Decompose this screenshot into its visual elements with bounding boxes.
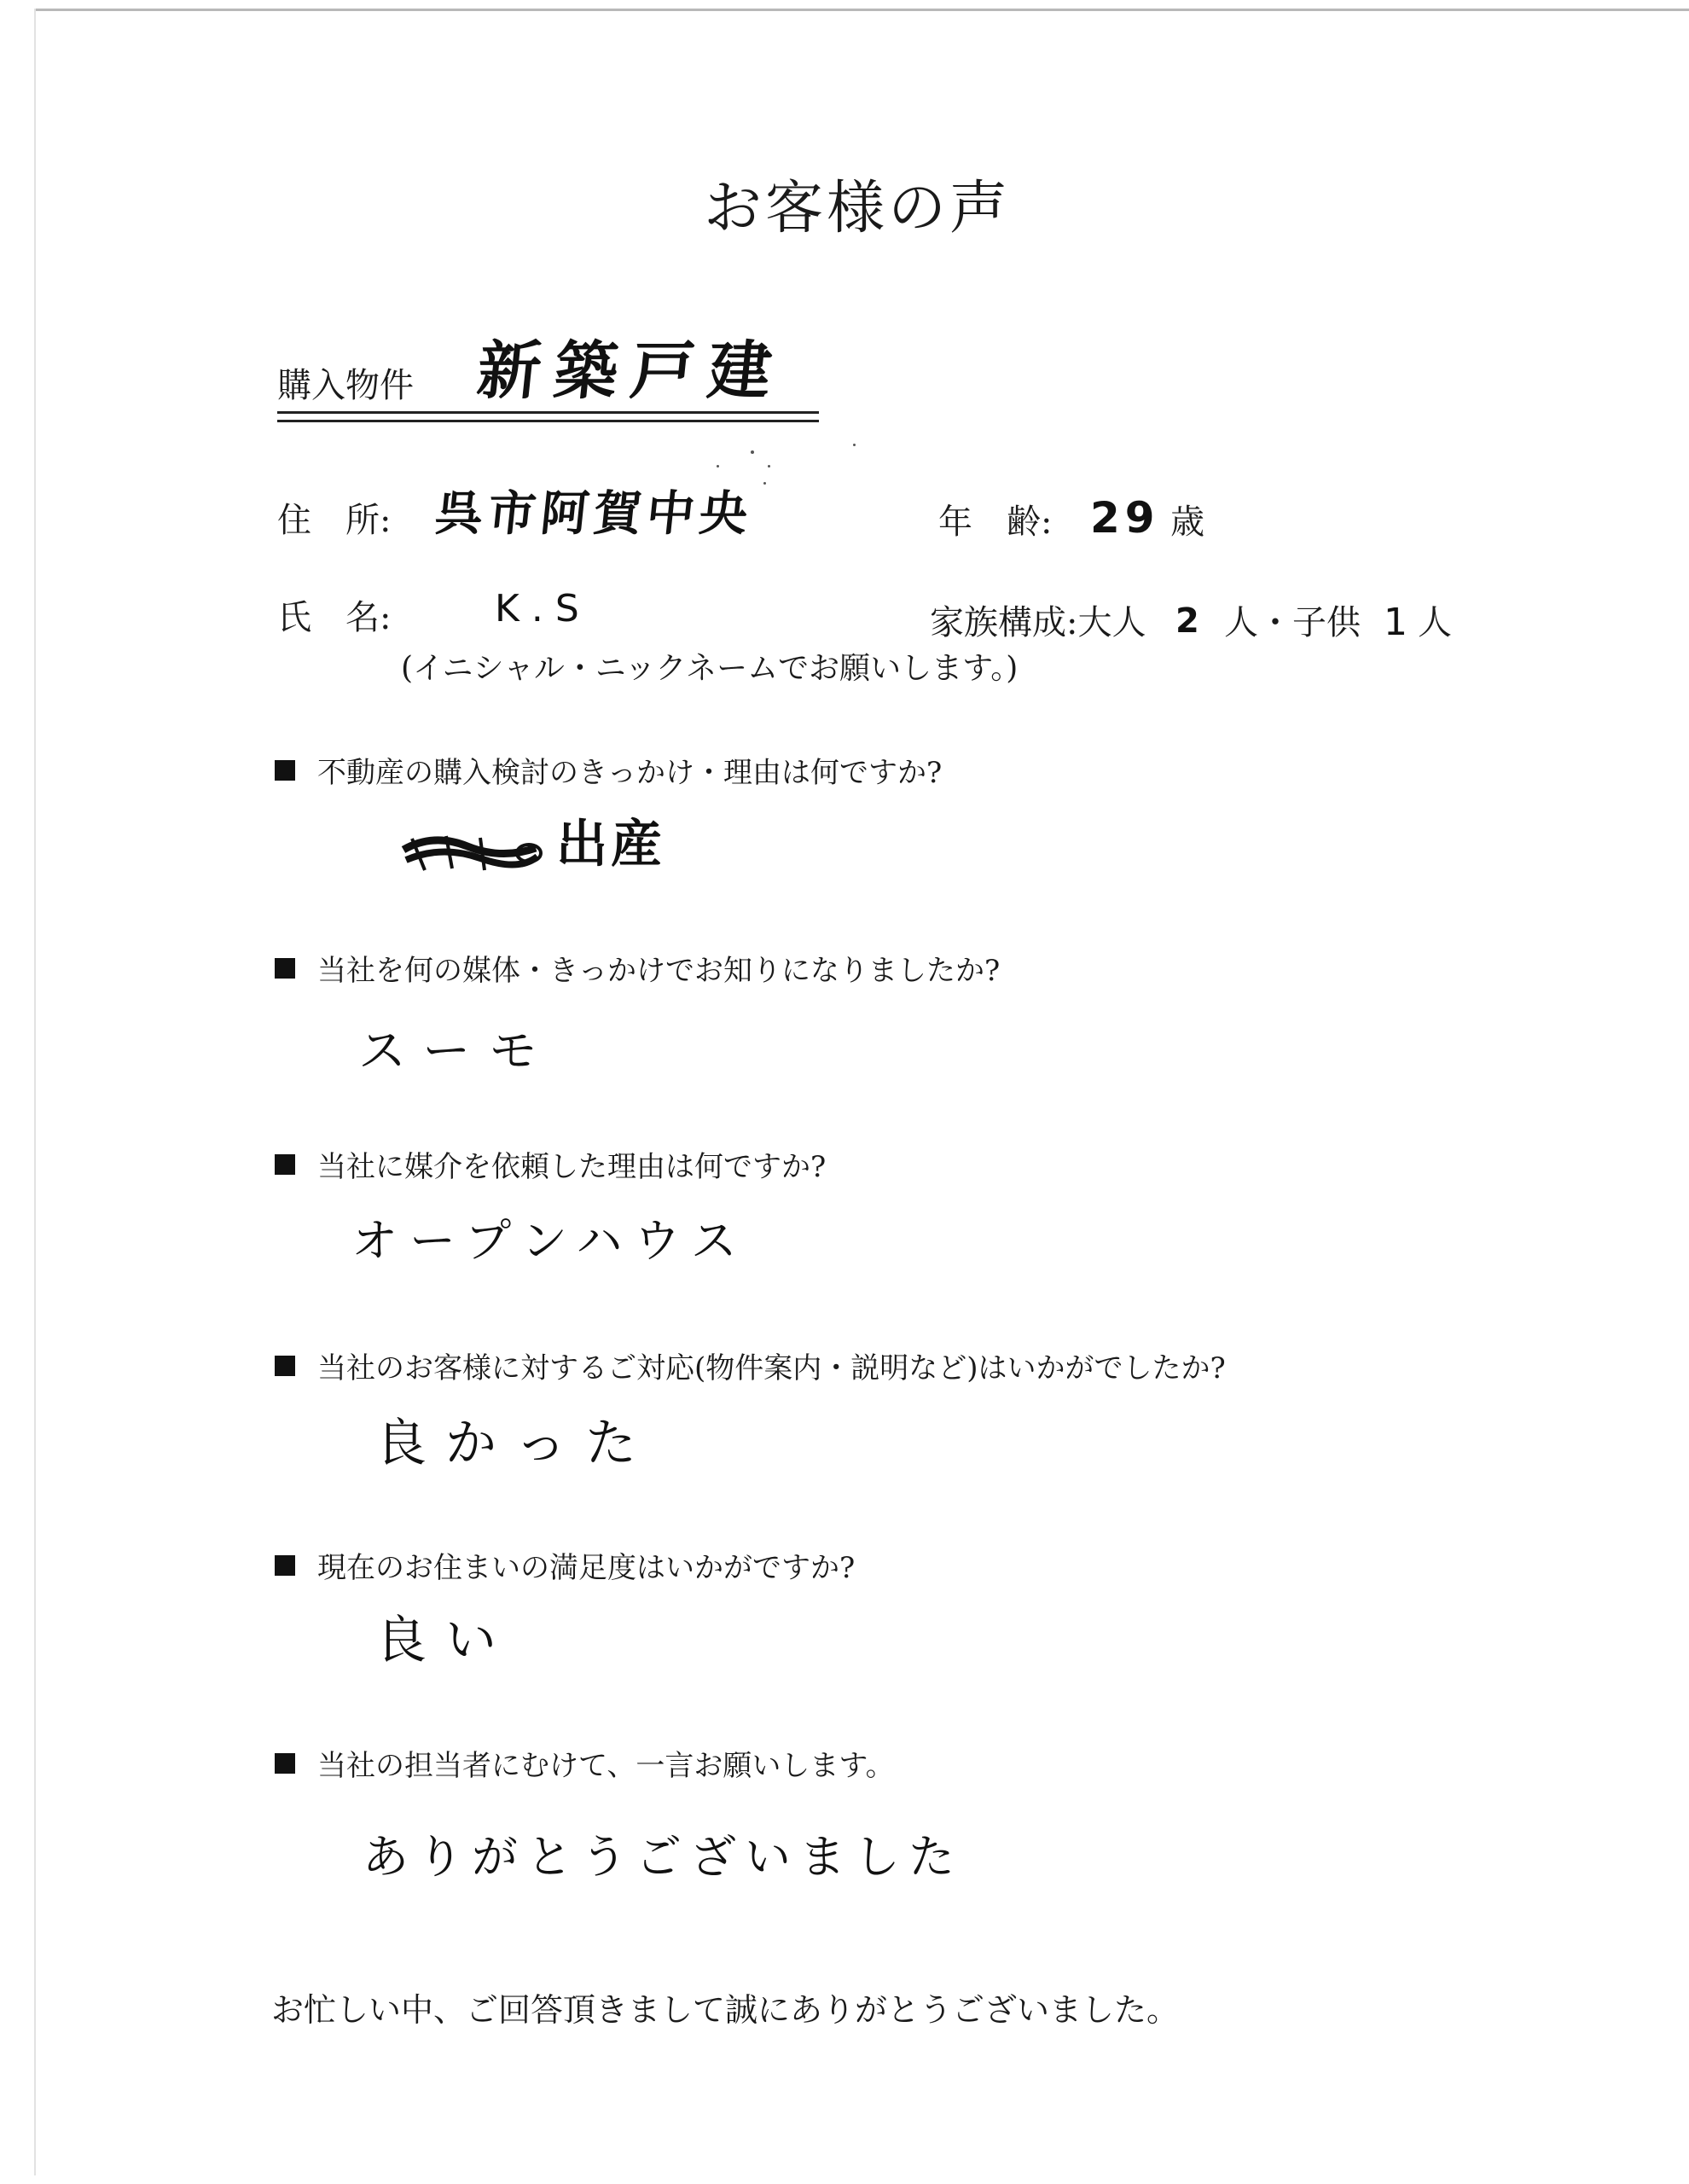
- age-label: 年 齢:: [938, 502, 1053, 542]
- closing-message: お忙しい中、ご回答頂きまして誠にありがとうございました。: [271, 1991, 1180, 2029]
- question-2: [275, 947, 1000, 989]
- answer-3: オープンハウス: [351, 1214, 749, 1268]
- answer-6: ありがとうございました: [363, 1830, 963, 1884]
- crossed-out-scribble: [399, 826, 544, 877]
- page-top-edge: [34, 9, 1689, 11]
- bullet-square-icon: [275, 1154, 295, 1175]
- question-6: [275, 1742, 895, 1784]
- answer-1: 出産: [556, 815, 665, 874]
- address-value: 呉市阿賀中央: [432, 486, 756, 542]
- family-children-value: 1: [1384, 601, 1408, 644]
- question-4: [275, 1345, 1226, 1386]
- family-label: 家族構成:大人: [930, 603, 1146, 642]
- family-unit: 人: [1418, 603, 1452, 642]
- family-children-label: 人・子供: [1224, 603, 1361, 642]
- age-value: 29: [1090, 493, 1160, 543]
- question-1-text: 不動産の購入検討のきっかけ・理由は何ですか?: [317, 756, 943, 790]
- page-left-edge: [34, 9, 36, 2175]
- family-adults-value: 2: [1175, 601, 1199, 641]
- answer-4: 良かった: [375, 1414, 655, 1473]
- page-title: お客様の声: [703, 175, 1011, 242]
- name-label: 氏 名:: [277, 598, 392, 637]
- bullet-square-icon: [275, 1555, 295, 1576]
- answer-2: スーモ: [358, 1024, 556, 1079]
- property-underline-bottom: [277, 420, 819, 422]
- answer-5: 良い: [375, 1611, 515, 1670]
- name-value: K.S: [495, 587, 591, 630]
- property-value: 新築戸建: [473, 334, 789, 408]
- scan-speck: [717, 465, 719, 468]
- name-note: (イニシャル・ニックネームでお願いします。): [401, 651, 1019, 686]
- question-5-text: 現在のお住まいの満足度はいかがですか?: [317, 1551, 856, 1585]
- question-3: [275, 1143, 826, 1185]
- scan-speck: [763, 482, 766, 485]
- question-3-text: 当社に媒介を依頼した理由は何ですか?: [317, 1150, 827, 1184]
- property-underline-top: [277, 411, 819, 414]
- question-4-text: 当社のお客様に対するご対応(物件案内・説明など)はいかがでしたか?: [317, 1351, 1226, 1385]
- bullet-square-icon: [275, 958, 295, 979]
- scan-speck: [768, 465, 770, 468]
- scan-speck: [751, 450, 754, 454]
- bullet-square-icon: [275, 760, 295, 781]
- bullet-square-icon: [275, 1753, 295, 1774]
- question-1: [275, 749, 942, 791]
- property-label: 購入物件: [277, 366, 414, 405]
- scan-speck: [853, 444, 856, 446]
- address-label: 住 所:: [277, 501, 392, 540]
- question-2-text: 当社を何の媒体・きっかけでお知りになりましたか?: [317, 954, 1001, 988]
- question-5: [275, 1544, 855, 1586]
- bullet-square-icon: [275, 1356, 295, 1376]
- question-6-text: 当社の担当者にむけて、一言お願いします。: [317, 1749, 895, 1783]
- age-unit: 歳: [1170, 502, 1204, 542]
